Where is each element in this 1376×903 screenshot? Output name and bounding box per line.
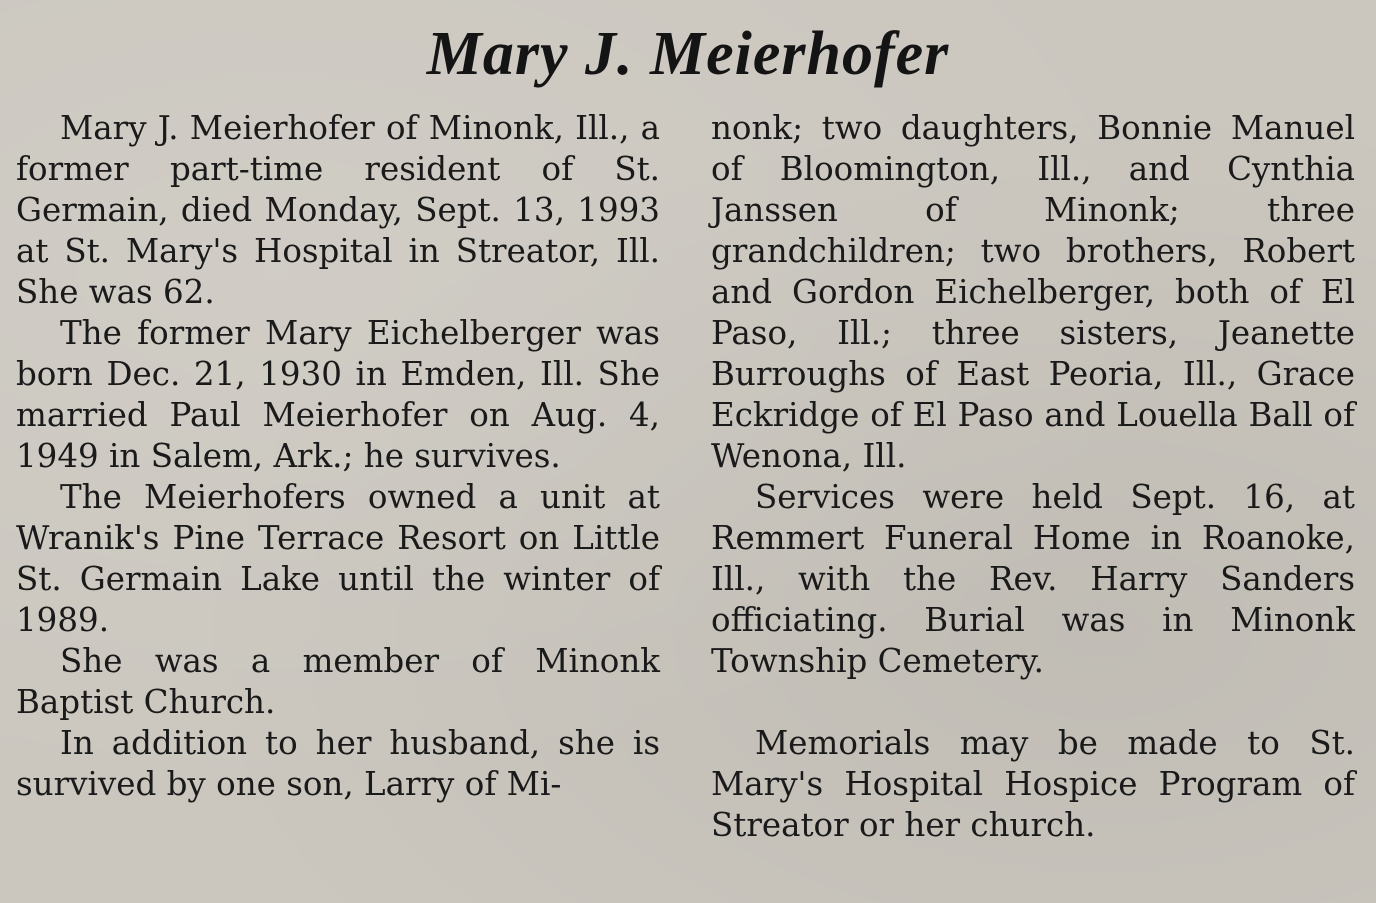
paragraph-birth-marriage: The former Mary Eichelberger was born Dec. 21, 1930 in Emden, Ill. She married Paul Meierhofer on Aug. 4, 1949 in Salem, Ark.; he survives. <box>16 314 660 475</box>
paragraph-death-notice: Mary J. Meierhofer of Minonk, Ill., a former part-time resident of St. Germain, died Monday, Sept. 13, 1993 at St. Mary's Hospital in Streator, Ill. She was 62. <box>16 109 660 311</box>
obituary-headline: Mary J. Meierhofer <box>426 20 950 88</box>
paragraph-survivors-continued: nonk; two daughters, Bonnie Manuel of Bloomington, Ill., and Cynthia Janssen of Minonk; three grandchildren; two brothers, Robert and Gordon Eichelberger, both of El Paso, Ill.; three sisters, Jeanette Burroughs of East Peoria, Ill., Grace Eckridge of El Paso and Louella Ball of Wenona, Ill. <box>711 109 1355 475</box>
paragraph-memorials: Memorials may be made to St. Mary's Hospital Hospice Program of Streator or her church. <box>711 724 1355 844</box>
paragraph-church: She was a member of Minonk Baptist Church. <box>16 642 660 721</box>
paragraph-survivors-start: In addition to her husband, she is survived by one son, Larry of Mi- <box>16 724 660 803</box>
left-column <box>16 108 660 805</box>
right-column <box>711 108 1355 846</box>
paragraph-services: Services were held Sept. 16, at Remmert Funeral Home in Roanoke, Ill., with the Rev. Harry Sanders officiating. Burial was in Minonk Township Cemetery. <box>711 478 1355 680</box>
paragraph-resort: The Meierhofers owned a unit at Wranik's Pine Terrace Resort on Little St. Germain Lake until the winter of 1989. <box>16 478 660 639</box>
